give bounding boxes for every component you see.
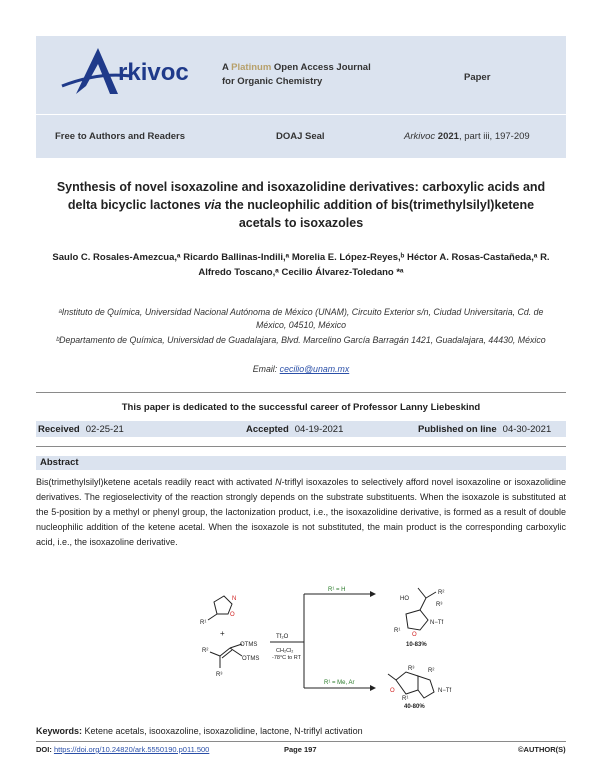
- isoxazole-o: O: [230, 612, 235, 618]
- author-list: Saulo C. Rosales-Amezcua,ᵃ Ricardo Ballinas-Indili,ᵃ Morelia E. López-Reyes,ᵇ Héctor A. Rosas-Castañeda,ᵃ R. Alfredo Toscano,ᵃ Cecilio Álvarez-Toledano *ᵃ: [52, 252, 550, 278]
- ntf-label-top: N−Tf: [430, 620, 444, 626]
- free-label: Free to Authors and Readers: [55, 131, 186, 142]
- page-number: Page 197: [284, 745, 317, 754]
- r3-label-start: R³: [216, 672, 223, 678]
- platinum-word: Platinum: [231, 62, 272, 73]
- r2-label-top: R²: [438, 590, 445, 596]
- o-label-bottom: O: [390, 688, 395, 694]
- reagent-tf2o: Tf₂O: [276, 634, 289, 640]
- email-link[interactable]: cecilio@unam.mx: [279, 364, 350, 374]
- paper-title: Synthesis of novel isoxazoline and isoxazolidine derivatives: carboxylic acids and delta bicyclic lactones via the nucleophilic addition of bis(trimethylsilyl)ketene acetals to isoxazoles: [56, 180, 546, 230]
- published-date: Published on line 04-30-2021: [418, 424, 552, 435]
- ntf-label-bottom: N−Tf: [438, 688, 452, 694]
- product-lactone-structure: [388, 672, 434, 698]
- abstract-text: Bis(trimethylsilyl)ketene acetals readily react with activated N-triflyl isoxazoles to selectively afford novel isoxazoline or isoxazolidine derivatives. The regioselectivity of the reaction strongly depends on the substrate substituents. When the isoxazole is substituted at the 5-position by a methyl or phenyl group, the lactonization product, i.e., the isoxazolidine derivative, is formed as a result of double nucleophilic addition of the ketene acetal. When the isoxazole is not substituted, the main product is the corresponding carboxylic acid, i.e., the isoxazoline derivative.: [36, 477, 566, 547]
- copyright-label: ©AUTHOR(S): [518, 745, 566, 754]
- ho-label: HO: [400, 596, 409, 602]
- doi-link[interactable]: https://doi.org/10.24820/ark.5550190.p011.500: [53, 745, 210, 754]
- isoxazole-structure: [208, 596, 232, 620]
- affiliation-a: ᵃInstituto de Química, Universidad Nacional Autónoma de México (UNAM), Circuito Exterior s/n, Ciudad Universitaria, Cd. de México, 04510, México: [58, 307, 544, 330]
- logo-text: rkivoc: [118, 59, 189, 86]
- header-divider: [36, 114, 566, 115]
- logo-a-mark: [76, 48, 118, 94]
- otms-label-2: OTMS: [242, 656, 260, 662]
- accepted-date: Accepted 04-19-2021: [246, 424, 344, 435]
- condition-top: R¹ = H: [328, 587, 346, 593]
- top-arrowhead: [370, 591, 376, 597]
- otms-label-1: OTMS: [240, 642, 258, 648]
- abstract-heading: Abstract: [40, 457, 79, 468]
- yield-bottom: 40-80%: [404, 704, 425, 708]
- paper-type-label: Paper: [464, 72, 491, 83]
- r1-label-start: R¹: [200, 620, 207, 626]
- doi: DOI: https://doi.org/10.24820/ark.5550190.p011.500: [36, 745, 210, 754]
- bottom-arrowhead: [370, 685, 376, 691]
- affiliation-b: ᵇDepartamento de Química, Universidad de Guadalajara, Blvd. Marcelino García Barragán 1421, Guadalajara, 44430, México: [56, 335, 546, 345]
- reagent-temperature: -78°C to RT: [272, 655, 301, 661]
- doaj-label: DOAJ Seal: [276, 131, 325, 142]
- dedication: This paper is dedicated to the successful career of Professor Lanny Liebeskind: [121, 402, 481, 413]
- r1-label-bottom: R¹: [402, 696, 409, 702]
- r2-label-bottom: R²: [428, 668, 435, 674]
- reaction-scheme: [200, 580, 480, 708]
- condition-bottom: R¹ = Me, Ar: [324, 680, 355, 686]
- yield-top: 10-83%: [406, 642, 427, 648]
- ketene-acetal-structure: [210, 644, 242, 668]
- r3-label-bottom: R³: [408, 666, 415, 672]
- o-label-top: O: [412, 632, 417, 638]
- footer-separator: [36, 741, 566, 742]
- journal-tagline: A Platinum Open Access Journal for Organic Chemistry: [222, 62, 371, 87]
- r2-label-start: R²: [202, 648, 209, 654]
- r1-label-top: R¹: [394, 628, 401, 634]
- arkivoc-logo: [58, 42, 208, 100]
- plus-sign: +: [220, 629, 225, 638]
- reagent-solvent: CH₂Cl₂: [276, 648, 294, 654]
- keywords: Keywords: Ketene acetals, isooxazoline, isoxazolidine, lactone, N-triflyl activation: [36, 726, 363, 736]
- abstract-bar: [36, 456, 566, 470]
- received-date: Received 02-25-21: [38, 424, 124, 435]
- corresponding-email: Email: cecilio@unam.mx: [252, 364, 350, 374]
- r3-label-top: R³: [436, 602, 443, 608]
- citation: Arkivoc 2021, part iii, 197-209: [404, 131, 530, 142]
- separator: [36, 392, 566, 393]
- separator: [36, 446, 566, 447]
- isoxazole-n: N: [232, 596, 237, 602]
